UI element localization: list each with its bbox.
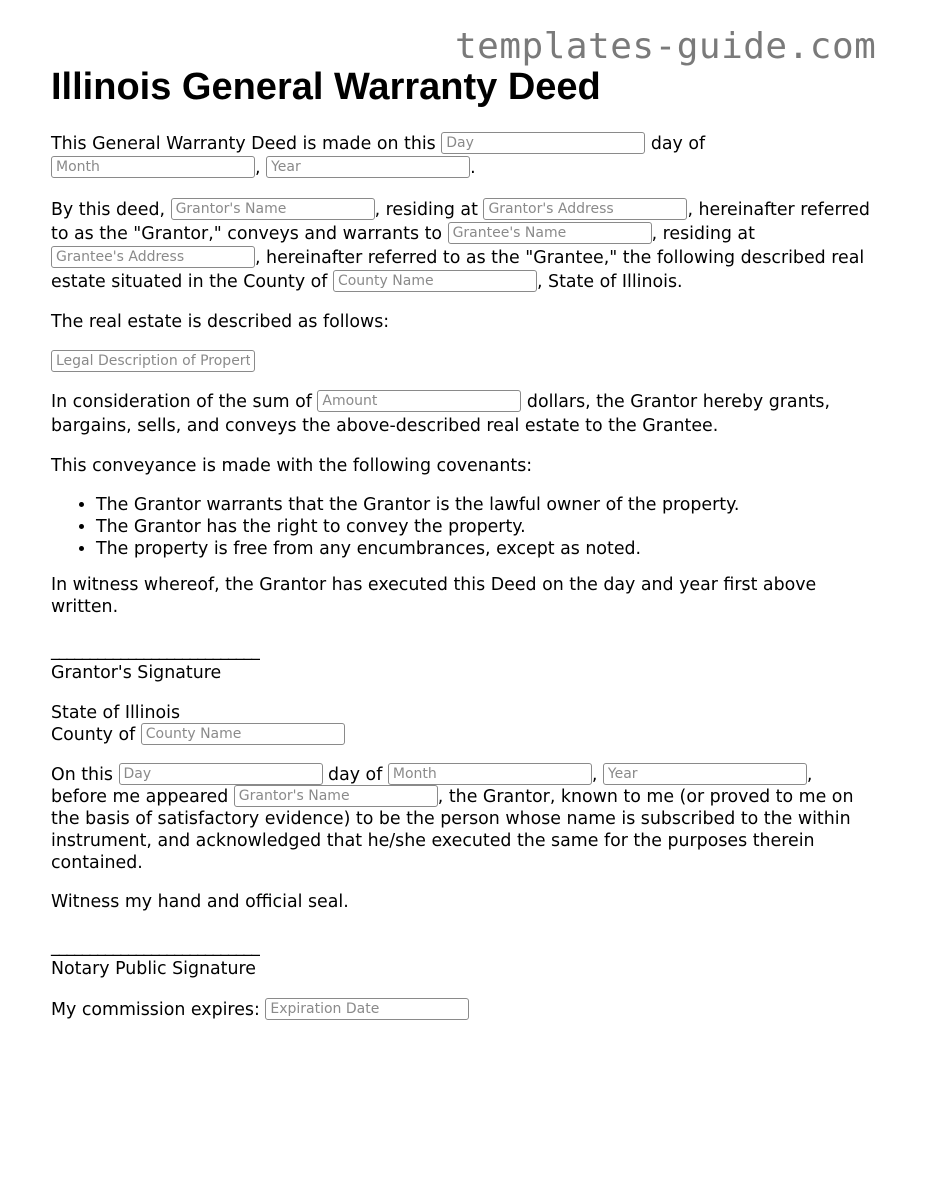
notary-signature-block bbox=[51, 936, 871, 980]
county-label: County of bbox=[51, 725, 136, 745]
list-item: • The property is free from any encumbrances, except as noted. bbox=[96, 538, 871, 560]
deed-month-input[interactable] bbox=[51, 156, 255, 178]
acknowledgment-paragraph bbox=[51, 764, 871, 874]
witness-paragraph: In witness whereof, the Grantor has executed this Deed on the day and year first above written. bbox=[51, 575, 817, 617]
parties-text: By this deed, bbox=[51, 200, 166, 220]
parties-text: , residing at bbox=[374, 200, 478, 220]
list-item: • The Grantor warrants that the Grantor is the lawful owner of the property. bbox=[96, 494, 871, 516]
commission-label: My commission expires: bbox=[51, 1000, 260, 1020]
described-text: The real estate is described as follows: bbox=[51, 312, 390, 332]
commission-row bbox=[51, 998, 871, 1022]
parties-text: , residing at bbox=[651, 224, 755, 244]
ack-text: before me appeared bbox=[51, 787, 229, 807]
intro-text: . bbox=[470, 158, 476, 178]
covenants-list bbox=[51, 494, 871, 560]
ack-text: On this bbox=[51, 765, 113, 785]
consideration-paragraph bbox=[51, 390, 871, 438]
ack-month-input[interactable] bbox=[388, 763, 592, 785]
intro-text: day of bbox=[650, 134, 706, 154]
expiration-date-input[interactable] bbox=[265, 998, 469, 1020]
ack-text: , bbox=[806, 765, 813, 785]
grantor-name-input[interactable] bbox=[171, 198, 375, 220]
parties-text: , hereinafter referred to as the "Grantor," conveys and warrants to bbox=[51, 200, 870, 244]
grantor-signature-block bbox=[51, 640, 871, 684]
notary-county-block bbox=[51, 702, 871, 746]
signature-line: ___________________________ bbox=[51, 937, 259, 957]
parties-text: , State of Illinois. bbox=[536, 272, 683, 292]
deed-day-input[interactable] bbox=[441, 132, 645, 154]
watermark: templates-guide.com bbox=[455, 26, 877, 67]
consideration-text: In consideration of the sum of bbox=[51, 392, 312, 412]
county-row bbox=[51, 724, 871, 746]
legal-description-row bbox=[51, 350, 871, 374]
consideration-text: dollars, the Grantor hereby grants, bargains, sells, and conveys the above-described real estate to the Grantee. bbox=[51, 392, 831, 436]
notary-county-input[interactable] bbox=[141, 723, 345, 745]
ack-year-input[interactable] bbox=[603, 763, 807, 785]
county-name-input[interactable] bbox=[333, 270, 537, 292]
grantee-address-input[interactable] bbox=[51, 246, 255, 268]
deed-year-input[interactable] bbox=[266, 156, 470, 178]
intro-text: , bbox=[255, 158, 261, 178]
state-label: State of Illinois bbox=[51, 703, 181, 723]
grantor-signature-label: Grantor's Signature bbox=[51, 663, 222, 683]
signature-line: ___________________________ bbox=[51, 641, 259, 661]
amount-input[interactable] bbox=[317, 390, 521, 412]
legal-description-input[interactable] bbox=[51, 350, 255, 372]
seal-text: Witness my hand and official seal. bbox=[51, 892, 349, 912]
grantee-name-input[interactable] bbox=[448, 222, 652, 244]
grantor-address-input[interactable] bbox=[483, 198, 687, 220]
intro-text: This General Warranty Deed is made on this bbox=[51, 134, 436, 154]
ack-text: , bbox=[591, 765, 598, 785]
deed-document bbox=[51, 64, 871, 1038]
ack-day-input[interactable] bbox=[119, 763, 323, 785]
intro-paragraph bbox=[51, 132, 871, 180]
parties-text: , hereinafter referred to as the "Grantee," the following described real estate situated in the County of bbox=[51, 248, 865, 292]
parties-paragraph bbox=[51, 198, 871, 294]
ack-text: day of bbox=[328, 765, 383, 785]
page-title: Illinois General Warranty Deed bbox=[51, 66, 601, 108]
ack-grantor-name-input[interactable] bbox=[234, 785, 438, 807]
notary-signature-label: Notary Public Signature bbox=[51, 959, 256, 979]
covenants-intro: This conveyance is made with the following covenants: bbox=[51, 456, 533, 476]
ack-text: , the Grantor, known to me (or proved to me on the basis of satisfactory evidence) to be the person whose name is subscribed to the within instrument, and acknowledged that he/she executed the same for the purposes therein contained. bbox=[51, 787, 854, 873]
list-item: • The Grantor has the right to convey the property. bbox=[96, 516, 871, 538]
